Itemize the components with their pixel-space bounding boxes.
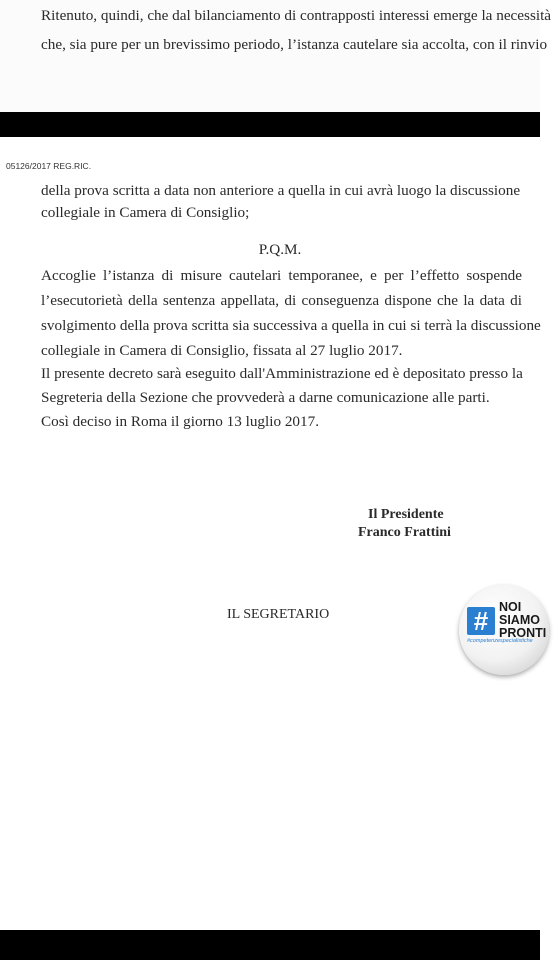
paragraph-3-line-2: Segreteria della Sezione che provvederà a darne comunicazione alle parti. — [41, 389, 490, 406]
paragraph-2-line-3: svolgimento della prova scritta sia successiva a quella in cui si terrà la discussione — [41, 317, 541, 334]
paragraph-3-line-1: Il presente decreto sarà eseguito dall'Amministrazione ed è depositato presso la — [41, 365, 523, 382]
signature-title: Il Presidente — [368, 507, 444, 522]
badge-tagline: #competenzespecialistiche — [467, 638, 533, 644]
badge-text-siamo: SIAMO — [499, 613, 540, 627]
paragraph-1-line-1: della prova scritta a data non anteriore a quella in cui avrà luogo la discussione — [41, 182, 521, 199]
signature-name: Franco Frattini — [358, 525, 451, 540]
closing-statement: Così deciso in Roma il giorno 13 luglio 2017. — [41, 413, 320, 430]
previous-page-line-1: Ritenuto, quindi, che dal bilanciamento di contrapposti interessi emerge la necessità — [41, 7, 552, 24]
badge-text-pronti: PRONTI — [499, 626, 547, 640]
badge-text-noi: NOI — [499, 600, 522, 614]
bottom-black-band — [0, 930, 540, 960]
paragraph-2-line-4: collegiale in Camera di Consiglio, fissata al 27 luglio 2017. — [41, 342, 403, 359]
paragraph-2-line-1: Accoglie l’istanza di misure cautelari temporanee, e per l’effetto sospende — [41, 267, 522, 284]
hashtag-icon: # — [467, 607, 495, 635]
previous-page-line-2: che, sia pure per un brevissimo periodo, l’istanza cautelare sia accolta, con il rinvio — [41, 36, 548, 53]
paragraph-2-line-2: l’esecutorietà della sentenza appellata, di conseguenza dispone che la data di — [41, 292, 522, 309]
registry-number: 05126/2017 REG.RIC. — [6, 161, 92, 171]
paragraph-1-line-2: collegiale in Camera di Consiglio; — [41, 204, 250, 221]
pqm-heading: P.Q.M. — [258, 241, 302, 258]
secretary-label: IL SEGRETARIO — [227, 607, 330, 622]
page-separator-band — [0, 112, 540, 137]
noi-siamo-pronti-badge — [459, 585, 549, 675]
